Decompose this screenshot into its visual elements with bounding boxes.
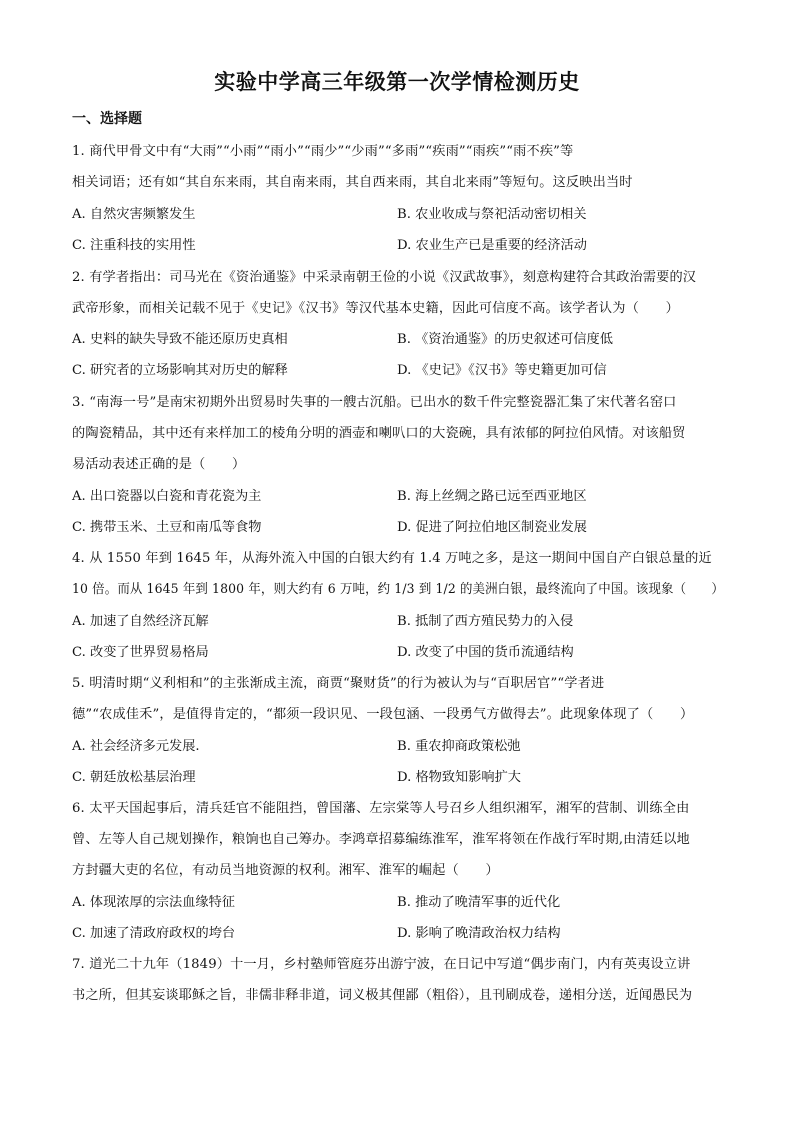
q4-option-d: D. 改变了中国的货币流通结构 (397, 645, 574, 660)
q3-option-b: B. 海上丝绸之路已远至西亚地区 (397, 489, 587, 504)
q2-option-a: A. 史料的缺失导致不能还原历史真相 (72, 332, 288, 347)
q1-option-b: B. 农业收成与祭祀活动密切相关 (397, 207, 587, 222)
q7-text-line-1: 7. 道光二十九年（1849）十一月，乡村塾师管庭芬出游宁波，在日记中写道“偶步南门，内有英夷设立讲 (72, 957, 691, 972)
q5-text-line-2: 德”“农成佳禾”，是值得肯定的，“都须一段识见、一段包涵、一段勇气方做得去”。此现象体现了（ ） (72, 707, 694, 722)
q4-option-b: B. 抵制了西方殖民势力的入侵 (397, 614, 574, 629)
q5-option-b: B. 重农抑商政策松弛 (397, 739, 521, 754)
q2-text-line-2: 武帝形象，而相关记载不见于《史记》《汉书》等汉代基本史籍，因此可信度不高。该学者认为（ ） (72, 301, 679, 316)
q5-option-d: D. 格物致知影响扩大 (397, 770, 521, 785)
q1-text-line-1: 1. 商代甲骨文中有“大雨”“小雨”“雨小”“雨少”“少雨”“多雨”“疾雨”“雨疾”“雨不疾”等 (72, 144, 574, 159)
q6-option-a: A. 体现浓厚的宗法血缘特征 (72, 895, 235, 910)
q3-text-line-3: 易活动表述正确的是（ ） (72, 457, 246, 472)
q6-text-line-3: 方封疆大吏的名位，有动员当地资源的权利。湘军、淮军的崛起（ ） (72, 863, 499, 878)
page-title: 实验中学高三年级第一次学情检测历史 (214, 70, 580, 94)
q3-text-line-2: 的陶瓷精品，其中还有来样加工的棱角分明的酒壶和喇叭口的大瓷碗，具有浓郁的阿拉伯风情。对该船贸 (72, 426, 686, 441)
q6-option-d: D. 影响了晚清政治权力结构 (397, 926, 561, 941)
q6-option-c: C. 加速了清政府政权的垮台 (72, 926, 236, 941)
q7-text-line-2: 书之所，但其妄谈耶稣之旨，非儒非释非道，词义极其俚鄙（粗俗），且刊刷成卷，递相分送，近闻愚民为 (72, 988, 693, 1003)
q5-option-c: C. 朝廷放松基层治理 (72, 770, 196, 785)
q4-text-line-1: 4. 从 1550 年到 1645 年，从海外流入中国的白银大约有 1.4 万吨之多，是这一期间中国自产白银总量的近 (72, 551, 712, 566)
q5-text-line-1: 5. 明清时期“义利相和”的主张渐成主流，商贾“聚财货”的行为被认为与“百职居官”“学者进 (72, 676, 605, 691)
q2-option-c: C. 研究者的立场影响其对历史的解释 (72, 363, 288, 378)
q2-option-d: D. 《史记》《汉书》等史籍更加可信 (397, 363, 607, 378)
q3-option-c: C. 携带玉米、土豆和南瓜等食物 (72, 520, 262, 535)
q3-option-d: D. 促进了阿拉伯地区制瓷业发展 (397, 520, 587, 535)
q4-option-c: C. 改变了世界贸易格局 (72, 645, 209, 660)
q5-option-a: A. 社会经济多元发展. (72, 739, 200, 754)
q4-text-line-2: 10 倍。而从 1645 年到 1800 年，则大约有 6 万吨，约 1/3 到 1/2 的美洲白银，最终流向了中国。该现象（ ） (72, 582, 724, 597)
q1-option-a: A. 自然灾害频繁发生 (72, 207, 196, 222)
q3-text-line-1: 3. “南海一号”是南宋初期外出贸易时失事的一艘古沉船。已出水的数千件完整瓷器汇集了宋代著名窑口 (72, 395, 677, 410)
q1-option-d: D. 农业生产已是重要的经济活动 (397, 238, 587, 253)
q2-text-line-1: 2. 有学者指出：司马光在《资治通鉴》中采录南朝王俭的小说《汉武故事》，刻意构建符合其政治需要的汉 (72, 270, 697, 285)
q3-option-a: A. 出口瓷器以白瓷和青花瓷为主 (72, 489, 262, 504)
q6-text-line-1: 6. 太平天国起事后，清兵廷官不能阻挡，曾国藩、左宗棠等人号召乡人组织湘军，湘军的营制、训练全由 (72, 801, 690, 816)
section-heading: 一、选择题 (72, 111, 142, 127)
q4-option-a: A. 加速了自然经济瓦解 (72, 614, 209, 629)
q2-option-b: B. 《资治通鉴》的历史叙述可信度低 (397, 332, 613, 347)
q1-option-c: C. 注重科技的实用性 (72, 238, 196, 253)
q6-text-line-2: 曾、左等人自己规划操作，粮饷也自己筹办。李鸿章招募编练淮军，淮军将领在作战行军时期,由清廷以地 (72, 832, 690, 847)
q1-text-line-2: 相关词语；还有如“其自东来雨，其自南来雨，其自西来雨，其自北来雨”等短句。这反映出当时 (72, 175, 633, 190)
q6-option-b: B. 推动了晚清军事的近代化 (397, 895, 561, 910)
